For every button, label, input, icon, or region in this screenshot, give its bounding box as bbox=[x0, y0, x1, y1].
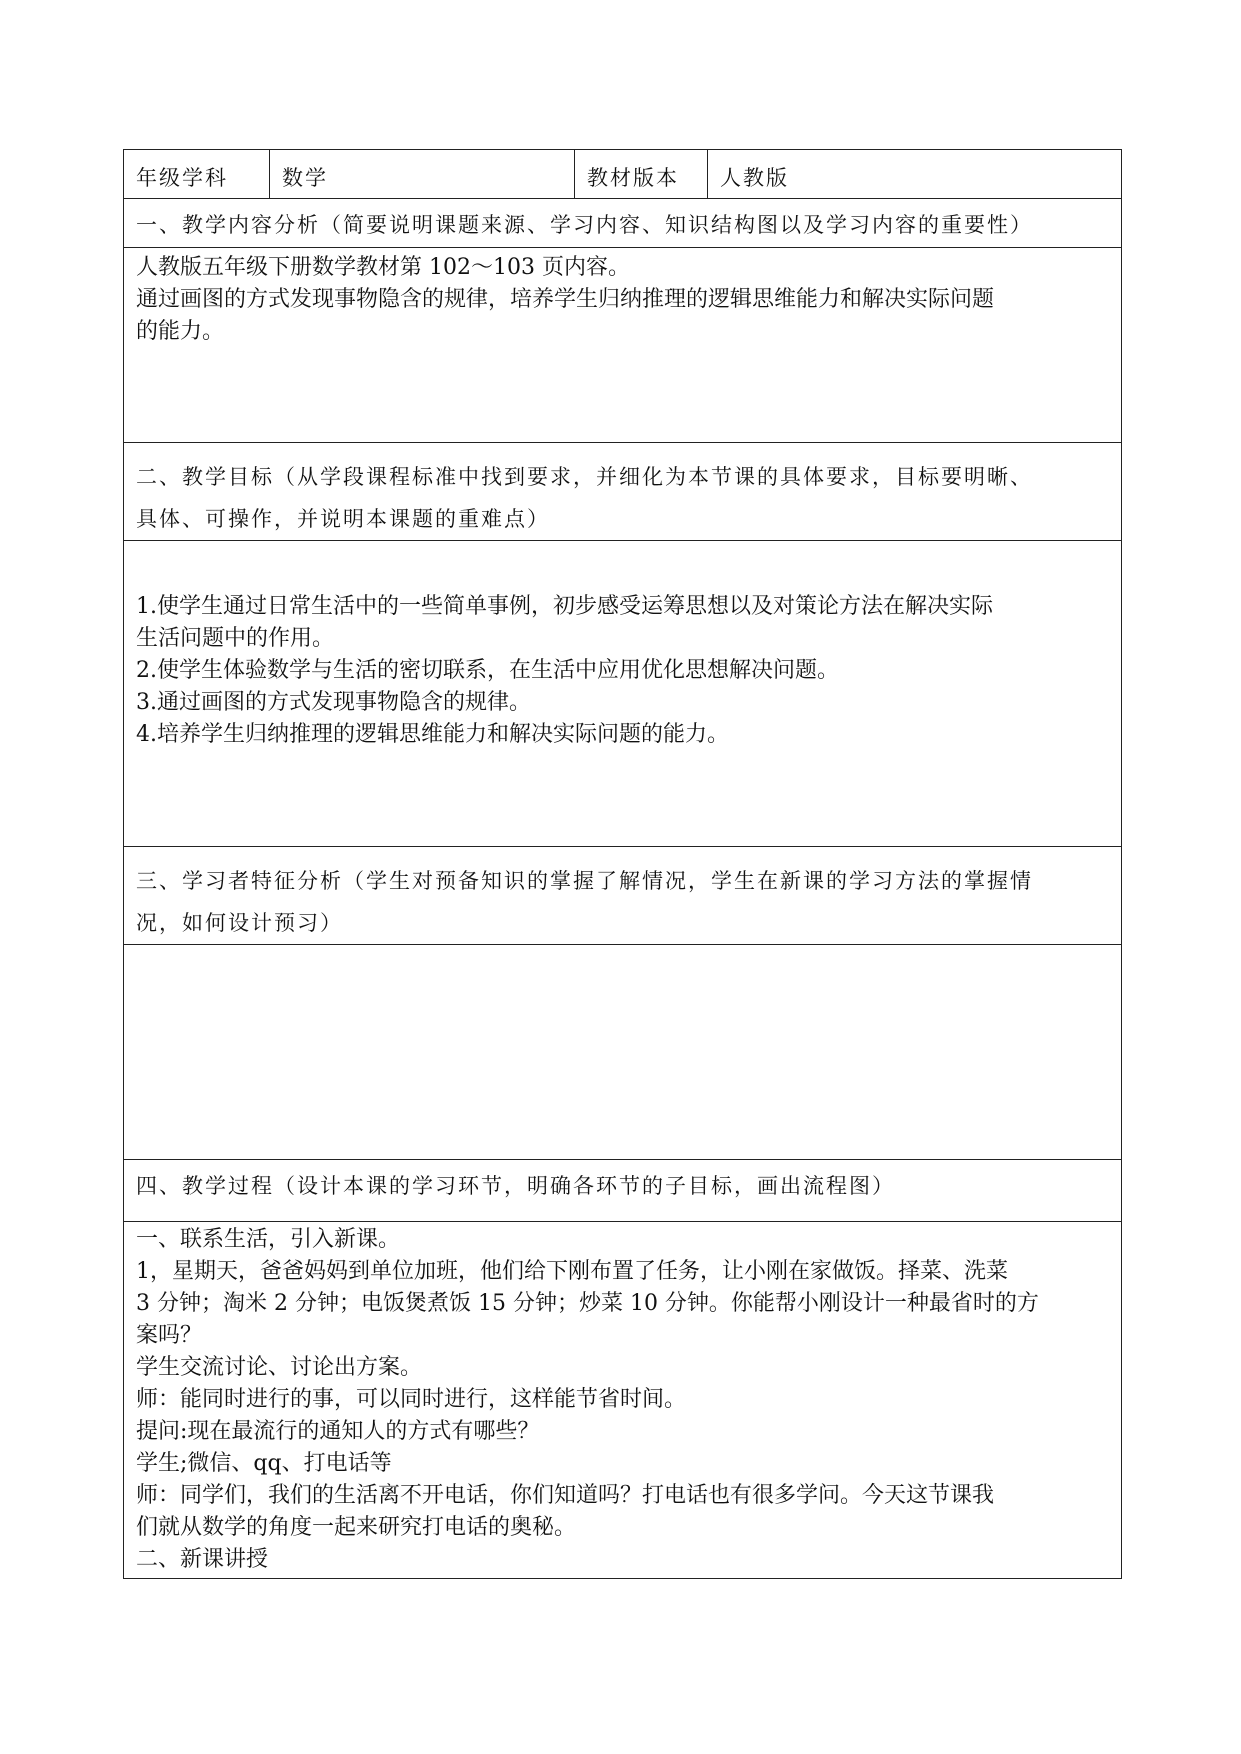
section1-body bbox=[124, 248, 1122, 443]
section4-line: 一、联系生活，引入新课。 bbox=[136, 1227, 401, 1252]
section4-line: 二、新课讲授 bbox=[136, 1547, 269, 1572]
section4-line: 1，星期天，爸爸妈妈到单位加班，他们给下刚布置了任务，让小刚在家做饭。择菜、洗菜 bbox=[136, 1259, 1009, 1284]
section4-line: 提问:现在最流行的通知人的方式有哪些？ bbox=[136, 1419, 540, 1444]
section4-title: 四、教学过程（设计本课的学习环节，明确各环节的子目标，画出流程图） bbox=[124, 1160, 1122, 1222]
section2-line: 4.培养学生归纳推理的逻辑思维能力和解决实际问题的能力。 bbox=[136, 722, 729, 747]
section2-line: 1.使学生通过日常生活中的一些简单事例，初步感受运筹思想以及对策论方法在解决实际 bbox=[136, 594, 993, 619]
section3-body-row bbox=[124, 945, 1122, 1160]
section2-body-row bbox=[124, 541, 1122, 847]
section4-line: 案吗？ bbox=[136, 1323, 203, 1348]
section4-header-row bbox=[124, 1160, 1122, 1222]
section3-header-row bbox=[124, 847, 1122, 945]
section2-line: 2.使学生体验数学与生活的密切联系，在生活中应用优化思想解决问题。 bbox=[136, 658, 839, 683]
section2-line: 3.通过画图的方式发现事物隐含的规律。 bbox=[136, 690, 531, 715]
section2-body bbox=[124, 541, 1122, 847]
section4-line: 学生交流讨论、讨论出方案。 bbox=[136, 1355, 423, 1380]
section4-line: 师：同学们，我们的生活离不开电话，你们知道吗？打电话也有很多学问。今天这节课我 bbox=[136, 1483, 995, 1508]
section1-header-row bbox=[124, 199, 1122, 248]
section2-title bbox=[124, 443, 1122, 541]
subject-value: 数学 bbox=[270, 150, 575, 199]
grade-subject-label: 年级学科 bbox=[124, 150, 270, 199]
section2-title-line: 具体、可操作，并说明本课题的重难点） bbox=[136, 507, 550, 531]
section3-title-line: 况，如何设计预习） bbox=[136, 911, 343, 935]
section2-header-row bbox=[124, 443, 1122, 541]
section1-line: 通过画图的方式发现事物隐含的规律，培养学生归纳推理的逻辑思维能力和解决实际问题 bbox=[136, 287, 995, 312]
section2-line: 生活问题中的作用。 bbox=[136, 626, 335, 651]
section4-line: 们就从数学的角度一起来研究打电话的奥秘。 bbox=[136, 1515, 577, 1540]
textbook-version-value: 人教版 bbox=[708, 150, 1122, 199]
header-row bbox=[124, 150, 1122, 199]
section3-body bbox=[124, 945, 1122, 1160]
section2-title-line: 二、教学目标（从学段课程标准中找到要求，并细化为本节课的具体要求，目标要明晰、 bbox=[136, 465, 1033, 489]
section1-line: 的能力。 bbox=[136, 319, 225, 344]
lesson-plan-table bbox=[123, 149, 1122, 1579]
section4-body-row bbox=[124, 1222, 1122, 1579]
section1-title: 一、教学内容分析（简要说明课题来源、学习内容、知识结构图以及学习内容的重要性） bbox=[124, 199, 1122, 248]
section4-line: 学生;微信、qq、打电话等 bbox=[136, 1451, 392, 1476]
section4-line: 师：能同时进行的事，可以同时进行，这样能节省时间。 bbox=[136, 1387, 687, 1412]
textbook-version-label: 教材版本 bbox=[575, 150, 708, 199]
section1-line: 人教版五年级下册数学教材第 102～103 页内容。 bbox=[136, 255, 630, 280]
section4-line: 3 分钟；淘米 2 分钟；电饭煲煮饭 15 分钟；炒菜 10 分钟。你能帮小刚设计一种最省时的方 bbox=[136, 1291, 1039, 1316]
section1-body-row bbox=[124, 248, 1122, 443]
section3-title bbox=[124, 847, 1122, 945]
section3-title-line: 三、学习者特征分析（学生对预备知识的掌握了解情况，学生在新课的学习方法的掌握情 bbox=[136, 869, 1033, 893]
section4-body bbox=[124, 1222, 1122, 1579]
